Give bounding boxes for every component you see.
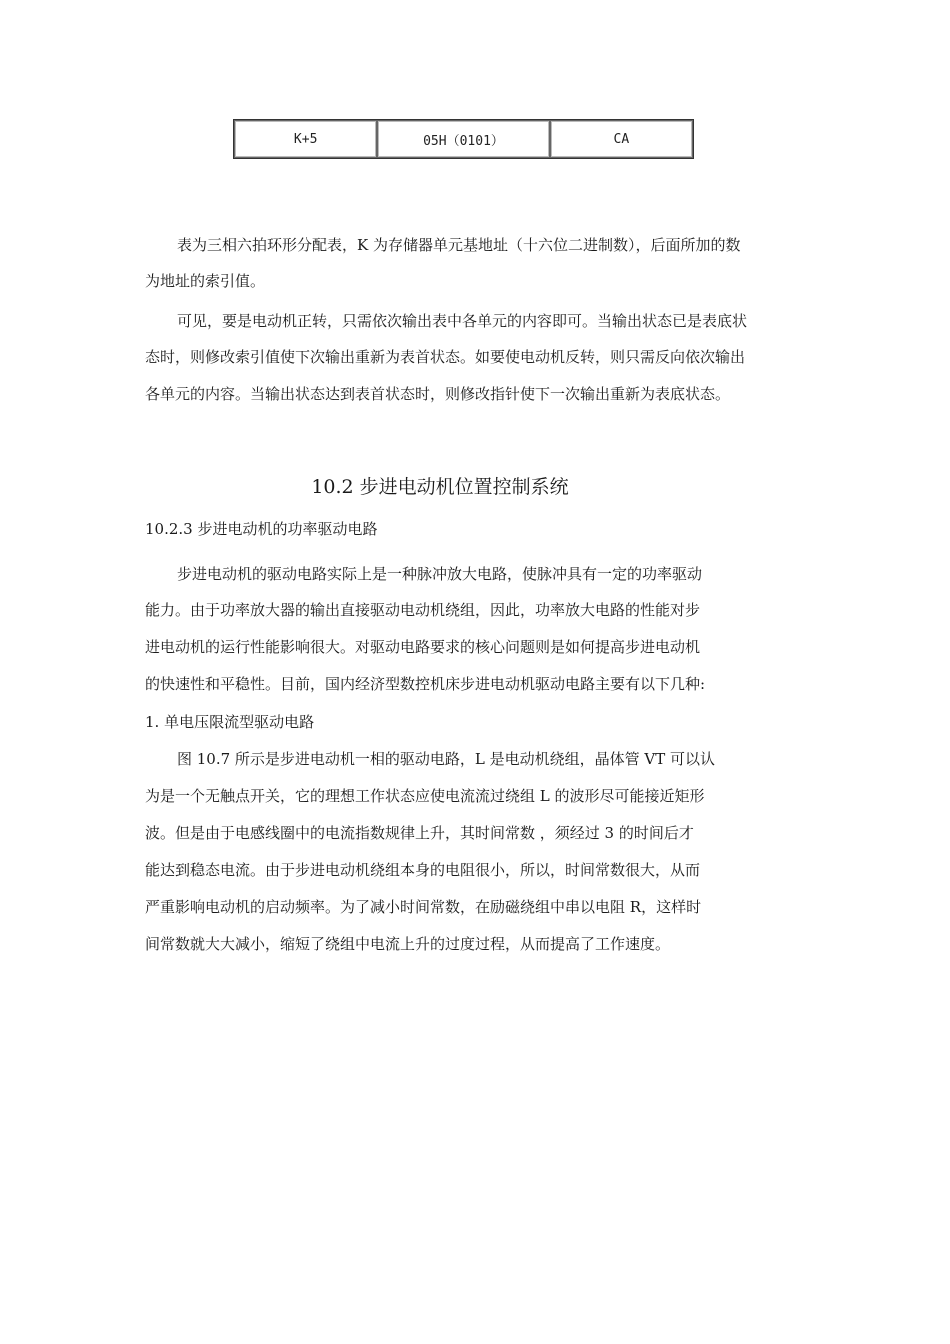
text-line: 可见，要是电动机正转，只需依次输出表中各单元的内容即可。当输出状态已是表底状 <box>177 312 748 330</box>
distribution-table-fragment <box>233 119 694 159</box>
text-line: 严重影响电动机的启动频率。为了减小时间常数，在励磁绕组中串以电阻 R，这样时 <box>145 898 702 916</box>
text-line: 波。但是由于电感线圈中的电流指数规律上升，其时间常数 ，须经过 3 的时间后才 <box>145 824 694 842</box>
table-cell-address: K+5 <box>234 120 377 158</box>
table-cell-index: 05H（0101） <box>377 120 549 158</box>
text-line: 态时，则修改索引值使下次输出重新为表首状态。如要使电动机反转，则只需反向依次输出 <box>145 348 746 366</box>
text-line: 图 10.7 所示是步进电动机一相的驱动电路，L 是电动机绕组，晶体管 VT 可以认 <box>177 750 716 768</box>
text-line: 能达到稳态电流。由于步进电动机绕组本身的电阻很小，所以，时间常数很大，从而 <box>145 861 701 879</box>
section-title: 10.2 步进电动机位置控制系统 <box>311 476 569 498</box>
list-item: 1. 单电压限流型驱动电路 <box>145 713 315 731</box>
text-line: 表为三相六拍环形分配表，K 为存储器单元基地址（十六位二进制数），后面所加的数 <box>177 236 741 254</box>
subsection-title: 10.2.3 步进电动机的功率驱动电路 <box>145 520 378 538</box>
text-line: 间常数就大大减小，缩短了绕组中电流上升的过度过程，从而提高了工作速度。 <box>145 935 671 953</box>
text-line: 能力。由于功率放大器的输出直接驱动电动机绕组，因此，功率放大电路的性能对步 <box>145 601 701 619</box>
text-line: 各单元的内容。当输出状态达到表首状态时，则修改指针使下一次输出重新为表底状态。 <box>145 385 731 403</box>
text-line: 为地址的索引值。 <box>145 272 266 290</box>
text-line: 进电动机的运行性能影响很大。对驱动电路要求的核心问题则是如何提高步进电动机 <box>145 638 701 656</box>
text-line: 为是一个无触点开关，它的理想工作状态应使电流流过绕组 L 的波形尽可能接近矩形 <box>145 787 705 805</box>
table-cell-phase: CA <box>550 120 693 158</box>
table-row <box>234 120 693 158</box>
text-line: 的快速性和平稳性。目前，国内经济型数控机床步进电动机驱动电路主要有以下几种: <box>145 675 706 693</box>
text-line: 步进电动机的驱动电路实际上是一种脉冲放大电路，使脉冲具有一定的功率驱动 <box>177 565 703 583</box>
